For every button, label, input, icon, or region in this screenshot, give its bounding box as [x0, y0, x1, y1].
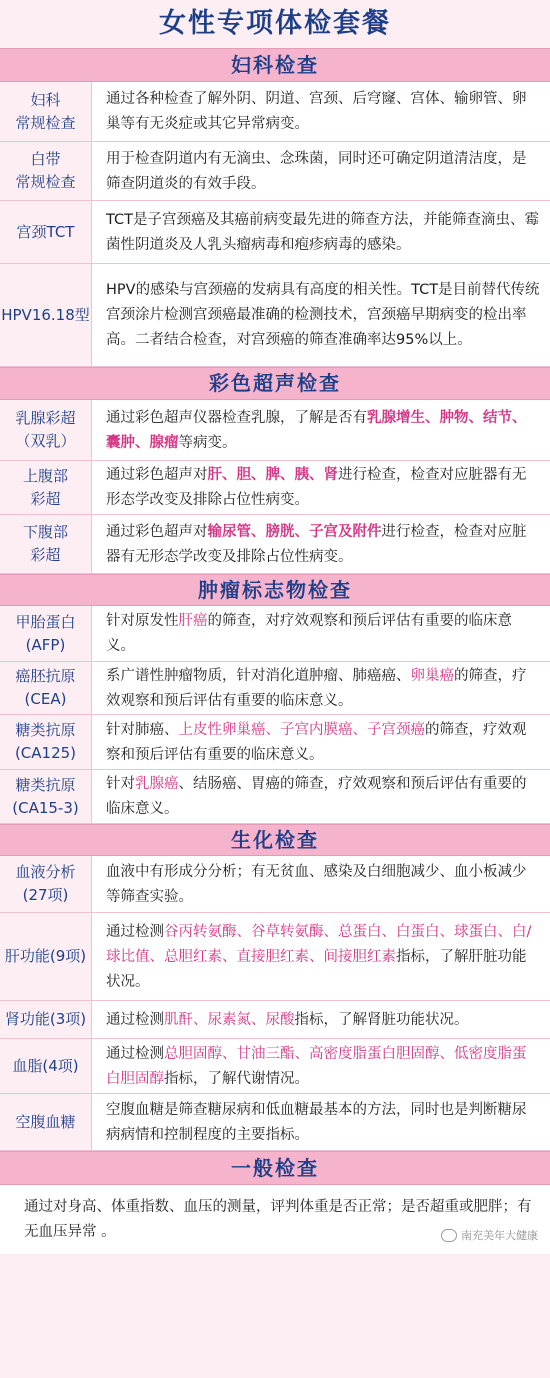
section-header: 肿瘤标志物检查: [0, 574, 550, 606]
text-fragment: 的筛查，疗效观察和预后评估有重要的临床意义。: [106, 667, 527, 709]
table-row: [0, 1094, 550, 1151]
watermark: [441, 1223, 538, 1248]
text-fragment: 通过彩色超声对: [106, 523, 208, 540]
table-row: [0, 201, 550, 264]
item-description: [92, 400, 550, 460]
description-text: [106, 406, 540, 456]
item-name: 妇科 常规检查: [0, 82, 92, 141]
text-fragment: 血液中有形成分分析；有无贫血、感染及白细胞减少、血小板减少等筛查实验。: [106, 863, 527, 905]
item-name: 肾功能(3项): [0, 1001, 92, 1038]
description-text: [106, 87, 540, 137]
highlighted-term: 肝、胆、脾、胰、肾: [207, 467, 338, 483]
text-fragment: 通过彩色超声对: [106, 467, 208, 483]
item-name: 血液分析 (27项): [0, 856, 92, 912]
description-text: [106, 278, 540, 353]
description-text: [106, 463, 540, 513]
item-description: [92, 662, 550, 714]
page-title: 女性专项体检套餐: [159, 8, 391, 39]
table-row: [0, 856, 550, 913]
general-exam-description: [0, 1185, 550, 1254]
description-text: [106, 1098, 540, 1148]
text-fragment: 用于检查阴道内有无滴虫、念珠菌，同时还可确定阴道清洁度，是筛查阴道炎的有效手段。: [106, 150, 527, 192]
item-description: [92, 82, 550, 141]
table-row: [0, 662, 550, 715]
table-row: [0, 606, 550, 662]
text-fragment: 系广谱性肿瘤物质，针对消化道肿瘤、肺癌癌、: [106, 667, 411, 684]
table-row: [0, 515, 550, 574]
table-row: [0, 142, 550, 201]
text-fragment: 通过各种检查了解外阴、阴道、宫颈、后穹窿、宫体、输卵管、卵巢等有无炎症或其它异常病变。: [106, 91, 527, 132]
highlighted-term: 肝癌: [178, 613, 208, 629]
table-row: [0, 913, 550, 1001]
item-description: [92, 913, 550, 1000]
package-table: [0, 48, 550, 1254]
text-fragment: 通过检测: [106, 923, 164, 940]
text-fragment: 、结肠癌、胃癌的筛查，疗效观察和预后评估有重要的临床意义。: [106, 776, 527, 817]
item-name: 糖类抗原 (CA15-3): [0, 770, 92, 823]
highlighted-term: 乳腺癌: [135, 776, 179, 792]
item-name: 下腹部 彩超: [0, 515, 92, 573]
highlighted-term: 上皮性卵巢癌、子宫内膜癌、子宫颈癌: [178, 721, 425, 738]
item-name: 肝功能(9项): [0, 913, 92, 1000]
item-name: 上腹部 彩超: [0, 461, 92, 514]
text-fragment: 进行检查，检查对应脏器有无形态学改变及排除占位性病变。: [106, 523, 527, 565]
description-text: [106, 609, 540, 659]
text-fragment: 等病变。: [178, 434, 237, 451]
description-text: [106, 520, 540, 570]
item-name: 白带 常规检查: [0, 142, 92, 200]
table-row: [0, 770, 550, 824]
text-fragment: 空腹血糖是筛查糖尿病和低血糖最基本的方法，同时也是判断糖尿病病情和控制程度的主要指标。: [106, 1101, 527, 1143]
text-fragment: 指标，了解肝脏功能状况。: [106, 948, 527, 990]
section-header: 一般检查: [0, 1151, 550, 1185]
wechat-icon: [441, 1229, 457, 1242]
description-text: [106, 208, 540, 258]
item-name: 甲胎蛋白 (AFP): [0, 606, 92, 661]
description-text: [106, 1008, 469, 1033]
description-text: [106, 1042, 540, 1092]
item-name: 乳腺彩超 （双乳）: [0, 400, 92, 460]
item-description: [92, 1001, 550, 1038]
section-header: 生化检查: [0, 824, 550, 856]
table-row: [0, 1001, 550, 1039]
text-fragment: 通过检测: [106, 1011, 164, 1028]
item-description: [92, 1039, 550, 1093]
description-text: [106, 860, 540, 910]
text-fragment: 通过彩色超声仪器检查乳腺，了解是否有: [106, 409, 367, 426]
watermark-text: 南充美年大健康: [461, 1229, 538, 1242]
text-fragment: 通过检测: [106, 1045, 164, 1062]
item-description: [92, 515, 550, 573]
text-fragment: 的筛查，对疗效观察和预后评估有重要的临床意义。: [106, 613, 512, 654]
item-description: [92, 142, 550, 200]
table-row: [0, 82, 550, 142]
item-name: 糖类抗原 (CA125): [0, 715, 92, 769]
table-row: [0, 264, 550, 367]
description-text: [106, 920, 540, 995]
table-row: [0, 461, 550, 515]
item-description: [92, 461, 550, 514]
text-fragment: 针对原发性: [106, 613, 179, 629]
text-fragment: TCT是子宫颈癌及其癌前病变最先进的筛查方法，并能筛查滴虫、霉菌性阴道炎及人乳头瘤病毒和疱疹病毒的感染。: [106, 211, 539, 253]
description-text: [106, 718, 540, 768]
text-fragment: 指标，了解代谢情况。: [164, 1070, 309, 1087]
highlighted-term: 卵巢癌: [410, 667, 454, 684]
highlighted-term: 输尿管、膀胱、子宫及附件: [207, 523, 382, 540]
item-name: 血脂(4项): [0, 1039, 92, 1093]
item-description: [92, 264, 550, 366]
text-fragment: HPV的感染与宫颈癌的发病具有高度的相关性。TCT是目前替代传统宫颈涂片检测宫颈癌最准确的检测技术，宫颈癌早期病变的检出率高。二者结合检查，对宫颈癌的筛查准确率达95%以上。: [106, 282, 540, 348]
highlighted-term: 谷丙转氨酶、谷草转氨酶、总蛋白、白蛋白、球蛋白、白/球比值、总胆红素、直接胆红素、间接胆红素: [106, 923, 532, 965]
item-description: [92, 201, 550, 263]
item-description: [92, 715, 550, 769]
highlighted-term: 总胆固醇、甘油三酯、高密度脂蛋白胆固醇、低密度脂蛋白胆固醇: [106, 1045, 527, 1087]
highlighted-term: 肌酐、尿素氮、尿酸: [164, 1011, 295, 1028]
text-fragment: 针对肺癌、: [106, 721, 179, 738]
section-header: 彩色超声检查: [0, 367, 550, 400]
item-name: 癌胚抗原 (CEA): [0, 662, 92, 714]
text-fragment: 指标，了解肾脏功能状况。: [294, 1011, 469, 1028]
item-description: [92, 856, 550, 912]
description-text: [106, 772, 540, 822]
text-fragment: 的筛查，疗效观察和预后评估有重要的临床意义。: [106, 721, 527, 763]
description-text: [106, 147, 540, 197]
table-row: [0, 400, 550, 461]
description-text: [106, 664, 540, 714]
item-name: 宫颈TCT: [0, 201, 92, 263]
highlighted-term: 乳腺增生、肿物、结节、囊肿、腺瘤: [106, 409, 527, 451]
section-header: 妇科检查: [0, 48, 550, 82]
item-name: 空腹血糖: [0, 1094, 92, 1150]
item-description: [92, 606, 550, 661]
text-fragment: 针对: [106, 776, 135, 792]
footer-text: 通过对身高、体重指数、血压的测量，评判体重是否正常；是否超重或肥胖；有无血压异常 。: [24, 1199, 532, 1240]
item-description: [92, 1094, 550, 1150]
text-fragment: 进行检查，检查对应脏器有无形态学改变及排除占位性病变。: [106, 467, 527, 508]
item-description: [92, 770, 550, 823]
table-row: [0, 1039, 550, 1094]
table-row: [0, 715, 550, 770]
item-name: HPV16.18型: [0, 264, 92, 366]
